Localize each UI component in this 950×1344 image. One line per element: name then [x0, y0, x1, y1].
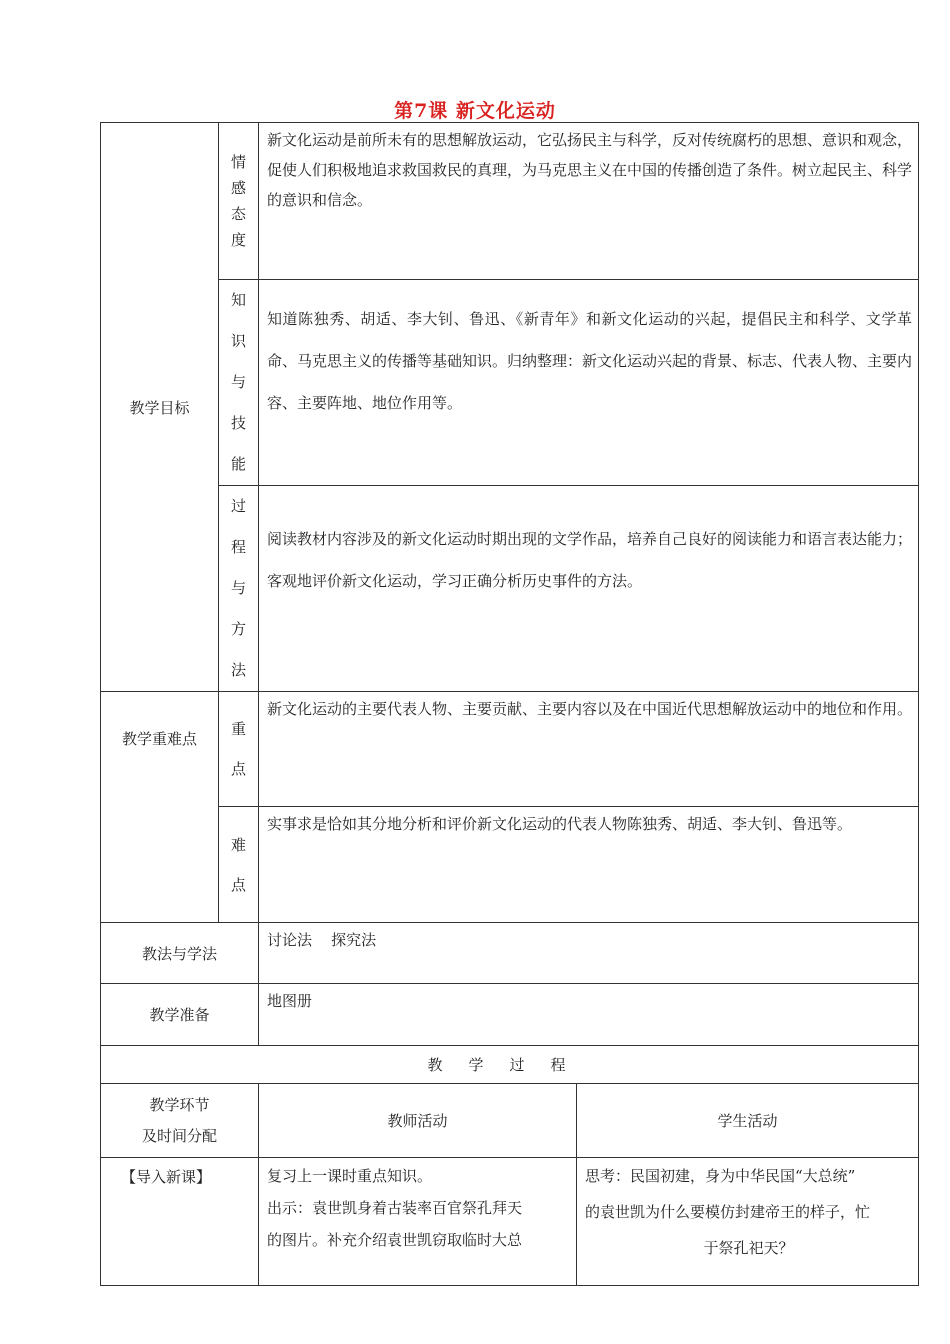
process-text: 阅读教材内容涉及的新文化运动时期出现的文学作品，培养自己良好的阅读能力和语言表达能力；客观地评价新文化运动，学习正确分析历史事件的方法。 [259, 486, 919, 692]
methods-label: 教法与学法 [101, 923, 259, 984]
objectives-label [101, 123, 219, 692]
knowledge-sublabel: 知 识 与 技 能 [219, 280, 259, 486]
prep-label: 教学准备 [101, 984, 259, 1046]
methods-text: 讨论法 探究法 [259, 923, 919, 984]
intro-stage: 【导入新课】 [101, 1158, 259, 1286]
objectives-label-text: 教学目标 [129, 398, 190, 417]
keypoints-label [101, 692, 219, 923]
key-sublabel: 重 点 [219, 692, 259, 807]
page-title: 第7课 新文化运动 [394, 100, 556, 122]
intro-teacher: 复习上一课时重点知识。 出示：袁世凯身着古装率百官祭孔拜天 的图片。补充介绍袁世凯窃取临时大总 [259, 1158, 577, 1286]
difficult-text: 实事求是恰如其分地分析和评价新文化运动的代表人物陈独秀、胡适、李大钊、鲁迅等。 [259, 807, 919, 923]
student-header: 学生活动 [577, 1084, 919, 1158]
difficult-sublabel: 难 点 [219, 807, 259, 923]
keypoints-label-text: 教学重难点 [121, 730, 197, 748]
process-header: 教学过程 [101, 1046, 919, 1084]
prep-text: 地图册 [259, 984, 919, 1046]
emotion-sublabel: 情 感 态 度 [219, 123, 259, 280]
intro-student: 思考：民国初建，身为中华民国“大总统” 的袁世凯为什么要模仿封建帝王的样子，忙 于祭孔祀天？ [577, 1158, 919, 1286]
teacher-header: 教师活动 [259, 1084, 577, 1158]
knowledge-text: 知道陈独秀、胡适、李大钊、鲁迅、《新青年》和新文化运动的兴起，提倡民主和科学、文学革命、马克思主义的传播等基础知识。归纳整理：新文化运动兴起的背景、标志、代表人物、主要内容、主要阵地、地位作用等。 [259, 280, 919, 486]
stage-header: 教学环节 及时间分配 [101, 1084, 259, 1158]
emotion-text: 新文化运动是前所未有的思想解放运动，它弘扬民主与科学，反对传统腐朽的思想、意识和观念，促使人们积极地追求救国救民的真理，为马克思主义在中国的传播创造了条件。树立起民主、科学的意识和信念。 [259, 123, 919, 280]
key-text: 新文化运动的主要代表人物、主要贡献、主要内容以及在中国近代思想解放运动中的地位和作用。 [259, 692, 919, 807]
process-sublabel: 过 程 与 方 法 [219, 486, 259, 692]
lesson-plan-table [100, 122, 919, 1286]
